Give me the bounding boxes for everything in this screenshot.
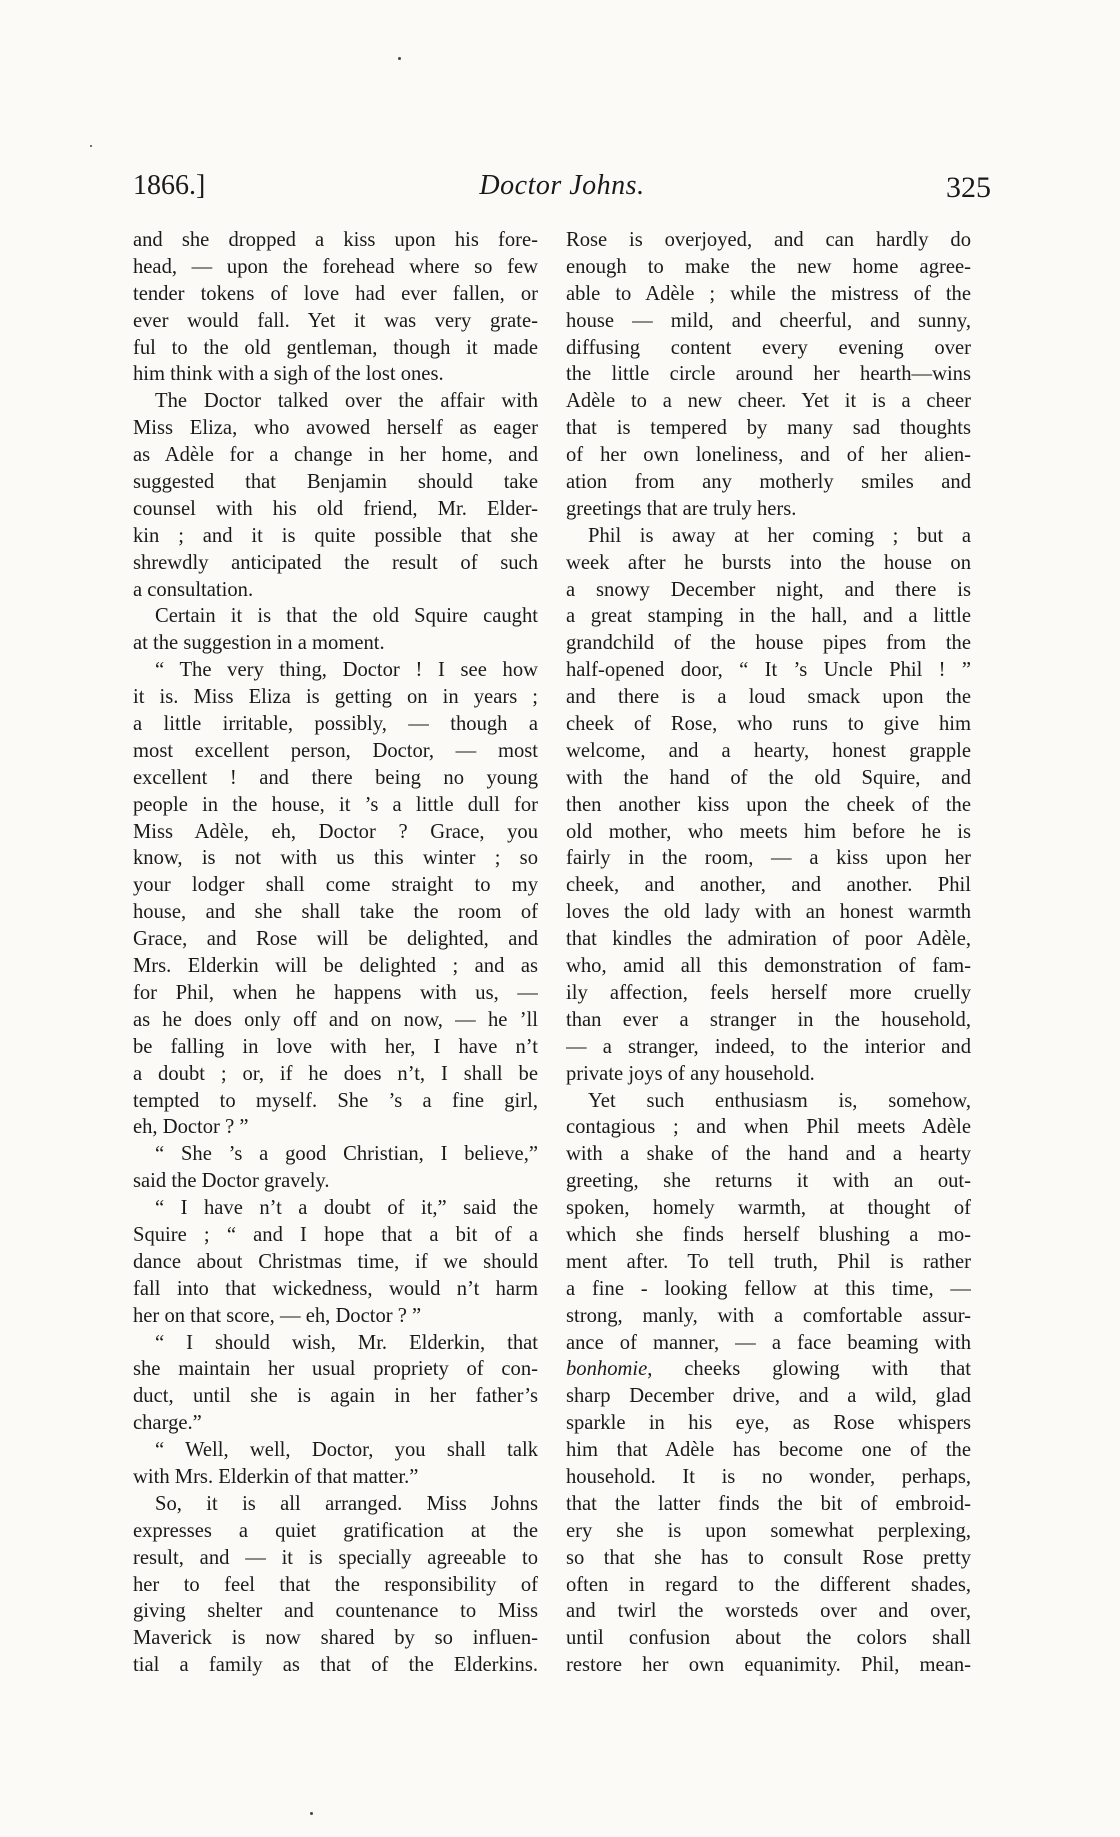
- text-line: than ever a stranger in the household,: [566, 1008, 971, 1031]
- text-line: who, amid all this demonstration of fam-: [566, 955, 971, 978]
- text-line: so that she has to consult Rose pretty: [566, 1546, 971, 1569]
- text-line: Rose is overjoyed, and can hardly do: [566, 229, 971, 251]
- text-line: charge.”: [133, 1412, 202, 1435]
- text-line: that kindles the admiration of poor Adèle,: [566, 928, 971, 951]
- text-line: result, and — it is specially agreeable to: [133, 1546, 538, 1569]
- text-line: grandchild of the house pipes from the: [566, 632, 971, 655]
- text-line: Yet such enthusiasm is, somehow,: [588, 1089, 971, 1112]
- text-line: with a shake of the hand and a hearty: [566, 1143, 971, 1166]
- text-line: old mother, who meets him before he is: [566, 820, 971, 843]
- text-line: ment after. To tell truth, Phil is rather: [566, 1250, 971, 1273]
- right-text-column: [566, 227, 971, 1679]
- text-line: be falling in love with her, I have n’t: [133, 1035, 538, 1058]
- text-line: giving shelter and countenance to Miss: [133, 1600, 538, 1623]
- text-line: bonhomie, cheeks glowing with that: [566, 1358, 971, 1381]
- text-line: and there is a loud smack upon the: [566, 686, 971, 709]
- print-speck: [398, 57, 401, 60]
- text-line: tender tokens of love had ever fallen, or: [133, 282, 538, 305]
- header-title: Doctor Johns.: [479, 170, 645, 201]
- text-line: expresses a quiet gratification at the: [133, 1519, 538, 1542]
- text-line: him think with a sigh of the lost ones.: [133, 363, 444, 386]
- text-line: Squire ; “ and I hope that a bit of a: [133, 1223, 538, 1246]
- text-line: greeting, she returns it with an out-: [566, 1170, 971, 1193]
- text-line: “ She ’s a good Christian, I believe,”: [155, 1143, 538, 1166]
- text-line: ful to the old gentleman, though it made: [133, 336, 538, 359]
- page-number: 325: [946, 171, 991, 204]
- text-line: counsel with his old friend, Mr. Elder-: [133, 497, 538, 520]
- text-line: until confusion about the colors shall: [566, 1627, 971, 1650]
- text-line: able to Adèle ; while the mistress of the: [566, 282, 971, 305]
- text-line: Miss Adèle, eh, Doctor ? Grace, you: [133, 820, 538, 843]
- header-year: 1866.]: [133, 170, 206, 201]
- text-line: Phil is away at her coming ; but a: [588, 524, 971, 547]
- text-line: dance about Christmas time, if we should: [133, 1250, 538, 1273]
- text-line: head, — upon the forehead where so few: [133, 255, 538, 278]
- text-line: most excellent person, Doctor, — most: [133, 739, 538, 762]
- text-line: tempted to myself. She ’s a fine girl,: [133, 1089, 538, 1112]
- text-line: for Phil, when he happens with us, —: [133, 981, 538, 1004]
- text-line: Grace, and Rose will be delighted, and: [133, 928, 538, 951]
- text-line: your lodger shall come straight to my: [133, 874, 538, 897]
- text-line: duct, until she is again in her father’s: [133, 1385, 538, 1408]
- text-line: cheek of Rose, who runs to give him: [566, 713, 971, 736]
- text-line: eh, Doctor ? ”: [133, 1116, 249, 1139]
- text-line: people in the house, it ’s a little dull for: [133, 793, 538, 816]
- text-line: tial a family as that of the Elderkins.: [133, 1654, 538, 1677]
- text-line: and twirl the worsteds over and over,: [566, 1600, 971, 1623]
- text-line: The Doctor talked over the affair with: [155, 390, 538, 413]
- text-line: which she finds herself blushing a mo-: [566, 1223, 971, 1246]
- text-line: enough to make the new home agree-: [566, 255, 971, 278]
- text-line: him that Adèle has become one of the: [566, 1439, 971, 1462]
- left-text-column: [133, 227, 538, 1679]
- text-line: So, it is all arranged. Miss Johns: [155, 1492, 538, 1515]
- text-line: know, is not with us this winter ; so: [133, 847, 538, 870]
- text-line: house, and she shall take the room of: [133, 901, 538, 924]
- text-line: kin ; and it is quite possible that she: [133, 524, 538, 547]
- text-line: “ I should wish, Mr. Elderkin, that: [155, 1331, 538, 1354]
- text-line: at the suggestion in a moment.: [133, 632, 385, 655]
- text-line: Adèle to a new cheer. Yet it is a cheer: [566, 390, 971, 413]
- text-line: household. It is no wonder, perhaps,: [566, 1465, 971, 1488]
- text-line: house — mild, and cheerful, and sunny,: [566, 309, 971, 332]
- text-line: sparkle in his eye, as Rose whispers: [566, 1412, 971, 1435]
- text-line: cheek, and another, and another. Phil: [566, 874, 971, 897]
- text-line: Mrs. Elderkin will be delighted ; and as: [133, 955, 538, 978]
- print-speck: [90, 145, 92, 147]
- text-line: spoken, homely warmth, at thought of: [566, 1197, 971, 1220]
- text-line: ily affection, feels herself more cruelly: [566, 981, 971, 1004]
- running-header: [133, 166, 991, 206]
- text-line: fairly in the room, — a kiss upon her: [566, 847, 971, 870]
- text-line: fall into that wickedness, would n’t harm: [133, 1277, 538, 1300]
- text-line: Certain it is that the old Squire caught: [155, 605, 538, 628]
- text-line: welcome, and a hearty, honest grapple: [566, 739, 971, 762]
- text-line: as Adèle for a change in her home, and: [133, 444, 538, 467]
- text-line: loves the old lady with an honest warmth: [566, 901, 971, 924]
- text-line: contagious ; and when Phil meets Adèle: [566, 1116, 971, 1139]
- text-line: greetings that are truly hers.: [566, 497, 797, 520]
- text-line: sharp December drive, and a wild, glad: [566, 1385, 971, 1408]
- text-line: week after he bursts into the house on: [566, 551, 971, 574]
- text-line: said the Doctor gravely.: [133, 1170, 330, 1193]
- text-line: ance of manner, — a face beaming with: [566, 1331, 971, 1354]
- text-line: Maverick is now shared by so influen-: [133, 1627, 538, 1650]
- text-line: Miss Eliza, who avowed herself as eager: [133, 417, 538, 440]
- text-line: ever would fall. Yet it was very grate-: [133, 309, 538, 332]
- text-line: that is tempered by many sad thoughts: [566, 417, 971, 440]
- text-line: ation from any motherly smiles and: [566, 471, 971, 494]
- print-speck: [310, 1812, 313, 1815]
- text-line: with Mrs. Elderkin of that matter.”: [133, 1465, 419, 1488]
- text-line: a doubt ; or, if he does n’t, I shall be: [133, 1062, 538, 1085]
- text-line: private joys of any household.: [566, 1062, 815, 1085]
- text-line: and she dropped a kiss upon his fore-: [133, 229, 538, 251]
- text-line: “ The very thing, Doctor ! I see how: [155, 659, 538, 682]
- text-line: — a stranger, indeed, to the interior and: [566, 1035, 971, 1058]
- text-line: strong, manly, with a comfortable assur-: [566, 1304, 971, 1327]
- text-line: a snowy December night, and there is: [566, 578, 971, 601]
- text-line: diffusing content every evening over: [566, 336, 971, 359]
- text-line: a great stamping in the hall, and a little: [566, 605, 971, 628]
- text-line: a fine - looking fellow at this time, —: [566, 1277, 971, 1300]
- text-line: a consultation.: [133, 578, 254, 601]
- text-line: of her own loneliness, and of her alien-: [566, 444, 971, 467]
- text-line: her on that score, — eh, Doctor ? ”: [133, 1304, 422, 1327]
- text-line: the little circle around her hearth—wins: [566, 363, 971, 386]
- text-line: often in regard to the different shades,: [566, 1573, 971, 1596]
- italic-word: bonhomie: [566, 1358, 648, 1381]
- text-line: excellent ! and there being no young: [133, 766, 538, 789]
- text-line: restore her own equanimity. Phil, mean-: [566, 1654, 971, 1677]
- text-line: a little irritable, possibly, — though a: [133, 713, 538, 736]
- text-line: with the hand of the old Squire, and: [566, 766, 971, 789]
- text-line: “ I have n’t a doubt of it,” said the: [155, 1197, 538, 1220]
- text-line: “ Well, well, Doctor, you shall talk: [155, 1439, 538, 1462]
- text-line: ery she is upon somewhat perplexing,: [566, 1519, 971, 1542]
- text-line: then another kiss upon the cheek of the: [566, 793, 971, 816]
- text-line: her to feel that the responsibility of: [133, 1573, 538, 1596]
- text-line: as he does only off and on now, — he ’ll: [133, 1008, 538, 1031]
- text-line: half-opened door, “ It ’s Uncle Phil ! ”: [566, 659, 971, 682]
- text-line: shrewdly anticipated the result of such: [133, 551, 538, 574]
- text-line: suggested that Benjamin should take: [133, 471, 538, 494]
- text-line: that the latter finds the bit of embroid-: [566, 1492, 971, 1515]
- text-line: she maintain her usual propriety of con-: [133, 1358, 538, 1381]
- text-line: it is. Miss Eliza is getting on in years ;: [133, 686, 538, 709]
